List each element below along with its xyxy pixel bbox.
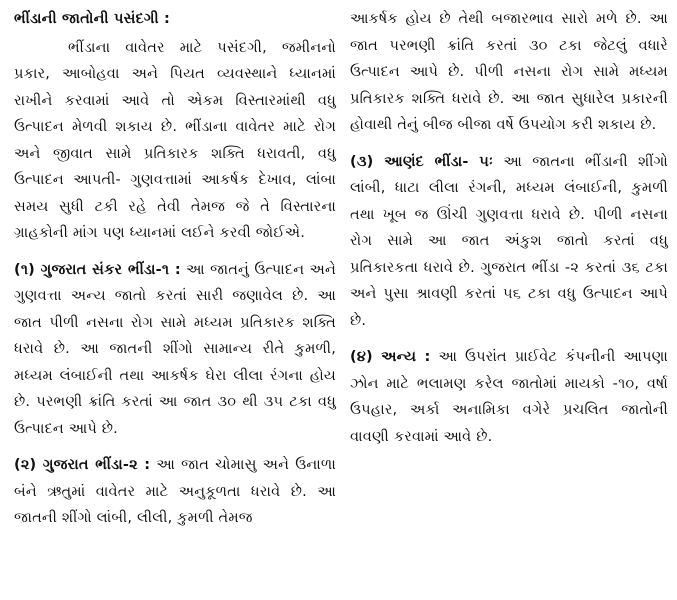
section-2-text: આ જાત ચોમાસુ અને ઉનાળા બંને ઋતુમાં વાવેતર માટે અનુકૂળતા ધરાવે છે. આ જાતની શીંગો લાંબી, લીલી, કુમળી તેમજ bbox=[14, 457, 336, 526]
section-4-text: આ ઉપરાંત પ્રાઈવેટ કંપનીની આપણા ઝોન માટે ભલામણ કરેલ જાતોમાં માયકો -૧૦, વર્ષા ઉપહાર, અર્કા અનામિકા વગેરે પ્રચલિત જાતોની વાવણી કરવામાં આવે છે. bbox=[350, 349, 668, 445]
right-column bbox=[350, 6, 668, 450]
section-4 bbox=[350, 344, 668, 450]
intro-paragraph: ભીંડાના વાવેતર માટે પસંદગી, જમીનનો પ્રકાર, આબોહવા અને પિયત વ્યવસ્થાને ધ્યાનમાં રાખીને કરવામાં આવે તો એકમ વિસ્તારમાંથી વધુ ઉત્પાદન મેળવી શકાય છે. ભીંડાના વાવેતર માટે રોગ અને જીવાત સામે પ્રતિકારક શક્તિ ધરાવતી, વધુ ઉત્પાદન આપતી- ગુણવત્તામાં આકર્ષક દેખાવ, લાંબા સમય સુધી ટકી રહે તેવી તેમજ જે તે વિસ્તારના ગ્રાહકોની માંગ પણ ધ્યાનમાં લઈને કરવી જોઈએ. bbox=[14, 39, 336, 241]
section-1-text: આ જાતનું ઉત્પાદન અને ગુણવત્તા અન્ય જાતો કરતાં સારી જણાવેલ છે. આ જાત પીળી નસના રોગ સામે મધ્યમ પ્રતિકારક શક્તિ ધરાવે છે. આ જાતની શીંગો સામાન્ય રીતે કુમળી, મધ્યમ લંબાઈની તથા આકર્ષક ઘેરા લીલા રંગના હોય છે. પરભણી ક્રાંતિ કરતાં આ જાત ૩૦ થી ૩૫ ટકા વધુ ઉત્પાદન આપે છે. bbox=[14, 261, 336, 437]
section-2-title: (૨) ગુજરાત ભીંડા-૨ : bbox=[14, 457, 151, 473]
left-column bbox=[14, 6, 336, 532]
section-1-title: (૧) ગુજરાત સંકર ભીંડા-૧ : bbox=[14, 261, 181, 278]
section-2-continued: આકર્ષક હોય છે તેથી બજારભાવ સારો મળે છે. આ જાત પરભણી ક્રાંતિ કરતાં ૩૦ ટકા જેટલું વધારે ઉત્પાદન આપે છે. પીળી નસના રોગ સામે મધ્યમ પ્રતિકારક શક્તિ ધરાવે છે. આ જાત સુધારેલ પ્રકારની હોવાથી તેનું બીજ બીજા વર્ષે ઉપયોગ કરી શકાય છે. bbox=[350, 11, 668, 133]
section-2 bbox=[14, 452, 336, 532]
section-3-text: આ જાતના ભીંડાની શીંગો લાંબી, ધાટા લીલા રંગની, મધ્યમ લંબાઈની, કુમળી તથા ખૂબ જ ઊંચી ગુણવત્તા ધરાવે છે. પીળી નસના રોગ સામે આ જાત અંકુશ જાતો કરતાં વધુ પ્રતિકારકતા ધરાવે છે. ગુજરાત ભીંડા -૨ કરતાં ૩૬ ટકા અને પુસા શ્રાવણી કરતાં ૫૬ ટકા વધુ ઉત્પાદન આપે છે. bbox=[350, 153, 668, 329]
section-3-title: (૩) આણંદ ભીંડા- ૫ઃ bbox=[350, 153, 494, 170]
section-3 bbox=[350, 149, 668, 335]
section-1 bbox=[14, 257, 336, 443]
page-heading: ભીંડાની જાતોની પસંદગી : bbox=[14, 11, 171, 27]
section-4-title: (૪) અન્ય : bbox=[350, 349, 431, 365]
